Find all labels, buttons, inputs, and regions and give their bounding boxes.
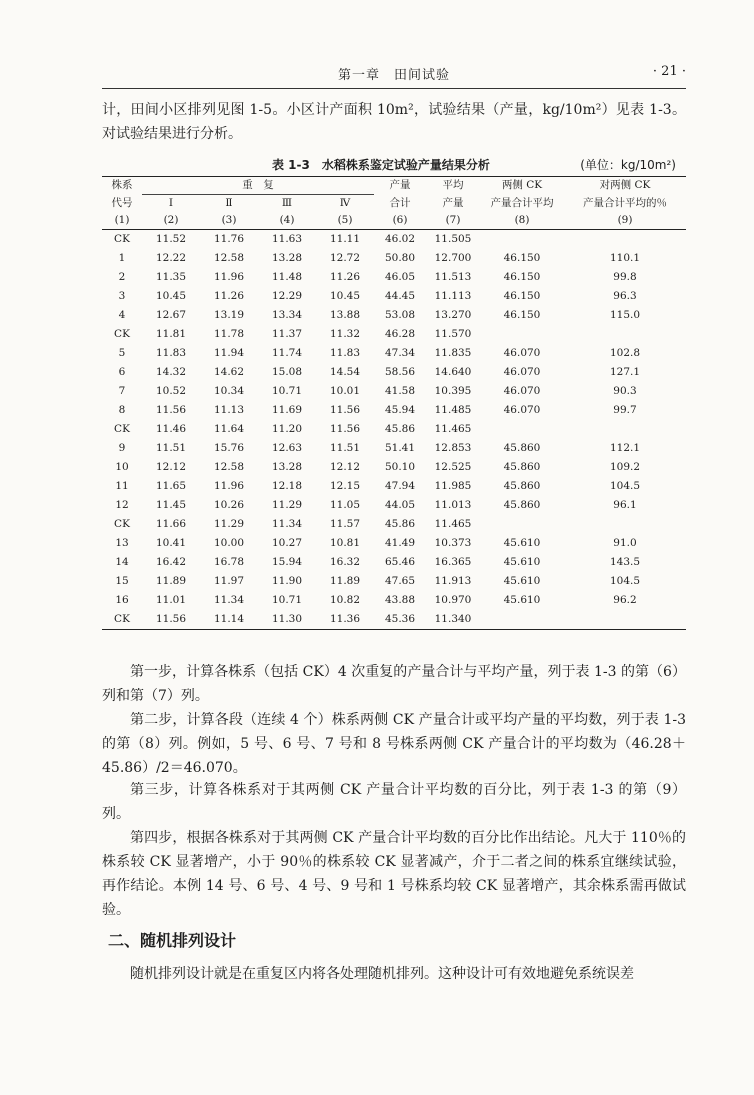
table-cell <box>564 610 686 630</box>
table-cell: 11.56 <box>155 613 187 625</box>
table-cell: 12.12 <box>155 461 187 473</box>
header-rep-4: Ⅳ <box>339 197 351 209</box>
header-pct-1: 对两侧 CK <box>599 179 651 192</box>
table-row <box>102 515 686 534</box>
table-cell: 46.070 <box>503 385 541 397</box>
table-cell: 13.88 <box>329 309 361 321</box>
table-cell: 11.89 <box>155 575 187 587</box>
table-cell: 2 <box>118 271 126 283</box>
header-ck-2: 产量合计平均 <box>490 196 554 209</box>
table-cell: 11.14 <box>213 613 245 625</box>
table-cell: 96.3 <box>613 290 637 302</box>
table-cell: 11.66 <box>155 518 187 530</box>
table-cell: 11.83 <box>155 347 187 359</box>
table-cell: 143.5 <box>609 556 641 568</box>
table-cell: 10.00 <box>213 537 245 549</box>
header-pct-2: 产量合计平均的％ <box>583 196 667 209</box>
table-cell: 10.26 <box>213 499 245 511</box>
table-cell: 10.45 <box>329 290 361 302</box>
table-cell: 46.02 <box>384 233 416 245</box>
table-cell: 14.54 <box>329 366 361 378</box>
table-row <box>102 610 686 630</box>
chapter-title: 第一章 田间试验 <box>337 68 450 83</box>
header-replication: 重 复 <box>142 177 374 195</box>
table-cell: 11.505 <box>434 233 472 245</box>
table-cell: 43.88 <box>384 594 416 606</box>
table-cell: 11.485 <box>434 404 472 416</box>
table-cell: 45.610 <box>503 575 541 587</box>
table-cell: 12.525 <box>434 461 472 473</box>
table-cell: 50.10 <box>384 461 416 473</box>
table-cell: 11.64 <box>213 423 245 435</box>
header-num-5: (5) <box>316 212 374 230</box>
table-cell: 13.270 <box>434 309 472 321</box>
step-1-paragraph: 第一步，计算各株系（包括 CK）4 次重复的产量合计与平均产量，列于表 1-3 的第（6）列和第（7）列。 <box>102 664 686 704</box>
header-num-9: (9) <box>564 212 686 230</box>
table-cell: 47.34 <box>384 347 416 359</box>
table-cell: 9 <box>118 442 126 454</box>
table-cell: 45.94 <box>384 404 416 416</box>
table-cell: 102.8 <box>609 347 641 359</box>
table-cell: 16.78 <box>213 556 245 568</box>
section-heading: 二、随机排列设计 <box>108 931 237 950</box>
header-total-1: 产量 <box>389 179 411 192</box>
table-cell: 45.86 <box>384 423 416 435</box>
table-cell: 51.41 <box>384 442 416 454</box>
table-cell: 11.30 <box>271 613 303 625</box>
header-mean-1: 平均 <box>442 179 464 192</box>
table-row <box>102 268 686 287</box>
table-cell: 127.1 <box>609 366 641 378</box>
header-num-4: (4) <box>258 212 316 230</box>
table-cell: 11.56 <box>155 404 187 416</box>
table-cell: 11.97 <box>213 575 245 587</box>
table-cell: 109.2 <box>609 461 641 473</box>
table-cell: 99.8 <box>613 271 637 283</box>
table-cell: 46.150 <box>503 309 541 321</box>
table-cell: 110.1 <box>609 252 641 264</box>
running-header <box>102 58 686 89</box>
table-caption <box>102 153 686 175</box>
table-cell: 46.150 <box>503 290 541 302</box>
table-cell: 11.96 <box>213 271 245 283</box>
table-cell: 11.96 <box>213 480 245 492</box>
header-rep-3: Ⅲ <box>281 197 293 209</box>
table-cell: 15 <box>115 575 129 587</box>
table-row <box>102 401 686 420</box>
table-cell: 11.48 <box>271 271 303 283</box>
header-num-3: (3) <box>200 212 258 230</box>
table-cell: 15.08 <box>271 366 303 378</box>
table-cell: 11.20 <box>271 423 303 435</box>
table-cell: 115.0 <box>609 309 641 321</box>
table-cell: 10.970 <box>434 594 472 606</box>
table-cell: 45.860 <box>503 442 541 454</box>
table-row <box>102 325 686 344</box>
table-cell: 65.46 <box>384 556 416 568</box>
table-row <box>102 591 686 610</box>
table-cell: 11.34 <box>213 594 245 606</box>
table-cell: 11.45 <box>155 499 187 511</box>
table-cell: 11.35 <box>155 271 187 283</box>
table-cell: 46.150 <box>503 271 541 283</box>
table-cell: 10.71 <box>271 385 303 397</box>
table-row <box>102 230 686 250</box>
table-header <box>102 177 686 230</box>
table-cell: 90.3 <box>613 385 637 397</box>
table-cell: 11.01 <box>155 594 187 606</box>
table-cell: 11.05 <box>329 499 361 511</box>
table-cell: 11.985 <box>434 480 472 492</box>
table-cell: 16 <box>115 594 129 606</box>
table-row <box>102 553 686 572</box>
table-cell: 11.83 <box>329 347 361 359</box>
table-cell: 41.49 <box>384 537 416 549</box>
table-cell: 14.62 <box>213 366 245 378</box>
table-cell: 12.58 <box>213 252 245 264</box>
table-row <box>102 572 686 591</box>
header-ck-1: 两侧 CK <box>501 179 543 192</box>
step-3-paragraph: 第三步，计算各株系对于其两侧 CK 产量合计平均数的百分比，列于表 1-3 的第（9）列。 <box>102 782 686 822</box>
header-num-7: (7) <box>426 212 480 230</box>
table-cell: 16.32 <box>329 556 361 568</box>
header-num-1: (1) <box>102 212 142 230</box>
table-cell: 10.27 <box>271 537 303 549</box>
table-cell: 11.63 <box>271 233 303 245</box>
table-cell: 12.700 <box>434 252 472 264</box>
table-row <box>102 344 686 363</box>
table-cell: 8 <box>118 404 126 416</box>
table-row <box>102 382 686 401</box>
table-cell: 11.90 <box>271 575 303 587</box>
yield-table <box>102 176 686 630</box>
table-cell <box>564 515 686 534</box>
table-cell: 11.89 <box>329 575 361 587</box>
table-cell: 50.80 <box>384 252 416 264</box>
table-cell: 15.76 <box>213 442 245 454</box>
table-cell: 10 <box>115 461 129 473</box>
table-cell: 12.58 <box>213 461 245 473</box>
table-cell: 12.12 <box>329 461 361 473</box>
table-row <box>102 534 686 553</box>
header-rep-2: Ⅱ <box>225 197 233 209</box>
table-cell: 45.860 <box>503 480 541 492</box>
table-cell: 99.7 <box>613 404 637 416</box>
table-cell <box>480 610 564 630</box>
header-code-2: 代号 <box>111 196 133 209</box>
table-cell: 10.45 <box>155 290 187 302</box>
table-cell: 11.51 <box>329 442 361 454</box>
table-cell: 46.05 <box>384 271 416 283</box>
table-cell: 11.81 <box>155 328 187 340</box>
table-cell: 12.29 <box>271 290 303 302</box>
table-cell: 12.63 <box>271 442 303 454</box>
table-cell: 10.01 <box>329 385 361 397</box>
table-row <box>102 249 686 268</box>
table-cell: 46.070 <box>503 366 541 378</box>
table-cell: 12.72 <box>329 252 361 264</box>
table-row <box>102 420 686 439</box>
table-cell: 10.373 <box>434 537 472 549</box>
table-cell: 11.76 <box>213 233 245 245</box>
table-cell: 45.860 <box>503 499 541 511</box>
intro-paragraph: 计，田间小区排列见图 1-5。小区计产面积 10m²，试验结果（产量，kg/10m²）见表 1-3。对试验结果进行分析。 <box>102 102 686 142</box>
table-cell: 15.94 <box>271 556 303 568</box>
header-rep-1: Ⅰ <box>168 197 174 209</box>
table-cell: 47.94 <box>384 480 416 492</box>
table-cell: 46.150 <box>503 252 541 264</box>
table-cell: 11.65 <box>155 480 187 492</box>
page-number: · 21 · <box>652 64 686 79</box>
table-cell: 11.57 <box>329 518 361 530</box>
table-cell: 11.32 <box>329 328 361 340</box>
table-cell: 11.465 <box>434 423 472 435</box>
table-cell: 45.36 <box>384 613 416 625</box>
table-cell: 10.395 <box>434 385 472 397</box>
table-cell: 11.74 <box>271 347 303 359</box>
table-cell: 91.0 <box>613 537 637 549</box>
table-cell: 7 <box>118 385 126 397</box>
table-row <box>102 439 686 458</box>
table-cell: 14.640 <box>434 366 472 378</box>
table-cell: 11.34 <box>271 518 303 530</box>
table-cell <box>564 230 686 250</box>
table-row <box>102 363 686 382</box>
table-cell: CK <box>114 518 130 530</box>
table-cell <box>564 420 686 439</box>
table-cell: 10.82 <box>329 594 361 606</box>
step-2-paragraph: 第二步，计算各段（连续 4 个）株系两侧 CK 产量合计或平均产量的平均数，列于表 1-3 的第（8）列。例如，5 号、6 号、7 号和 8 号株系两侧 CK 产量合计的平均数为（46.28＋45.86）/2＝46.070。 <box>102 712 686 776</box>
table-cell: 11.513 <box>434 271 472 283</box>
table-cell: 12.22 <box>155 252 187 264</box>
table-cell: 112.1 <box>609 442 641 454</box>
table-row <box>102 458 686 477</box>
table-cell: 47.65 <box>384 575 416 587</box>
table-cell: 45.610 <box>503 556 541 568</box>
table-cell: CK <box>114 328 130 340</box>
table-cell: 12.67 <box>155 309 187 321</box>
table-cell: 14.32 <box>155 366 187 378</box>
table-cell: 104.5 <box>609 480 641 492</box>
table-cell: 11.94 <box>213 347 245 359</box>
table-row <box>102 306 686 325</box>
table-cell: 11.835 <box>434 347 472 359</box>
table-cell: 5 <box>118 347 126 359</box>
table-cell: 11.37 <box>271 328 303 340</box>
table-row <box>102 496 686 515</box>
table-cell: 3 <box>118 290 126 302</box>
table-cell: 11.340 <box>434 613 472 625</box>
table-cell: 10.41 <box>155 537 187 549</box>
table-cell: 45.610 <box>503 537 541 549</box>
table-cell <box>480 230 564 250</box>
table-cell: 96.2 <box>613 594 637 606</box>
table-cell: 46.28 <box>384 328 416 340</box>
table-cell: 13.19 <box>213 309 245 321</box>
table-cell: 11 <box>115 480 129 492</box>
table-cell: 53.08 <box>384 309 416 321</box>
table-cell: 1 <box>118 252 126 264</box>
table-cell: 11.26 <box>329 271 361 283</box>
header-total-2: 合计 <box>389 196 411 209</box>
header-num-8: (8) <box>480 212 564 230</box>
table-cell: 10.34 <box>213 385 245 397</box>
table-cell: 11.465 <box>434 518 472 530</box>
table-cell: 12.18 <box>271 480 303 492</box>
table-cell: 12 <box>115 499 129 511</box>
table-cell: 11.56 <box>329 404 361 416</box>
table-cell: 11.56 <box>329 423 361 435</box>
step-4-paragraph: 第四步，根据各株系对于其两侧 CK 产量合计平均数的百分比作出结论。凡大于 110％的株系较 CK 显著增产，小于 90％的株系较 CK 显著减产，介于二者之间的株系宜继续试验，再作结论。本例 14 号、6 号、4 号、9 号和 1 号株系均较 CK 显著增产，其余株系需再做试验。 <box>102 830 686 918</box>
table-row <box>102 287 686 306</box>
table-cell: 16.42 <box>155 556 187 568</box>
table-cell: 45.610 <box>503 594 541 606</box>
table-cell: CK <box>114 233 130 245</box>
table-cell: 11.29 <box>271 499 303 511</box>
header-code-1: 株系 <box>111 179 133 192</box>
table-cell: 46.070 <box>503 347 541 359</box>
table-cell: 41.58 <box>384 385 416 397</box>
closing-paragraph: 随机排列设计就是在重复区内将各处理随机排列。这种设计可有效地避免系统误差 <box>130 966 634 982</box>
table-cell: 11.113 <box>434 290 472 302</box>
table-cell: 16.365 <box>434 556 472 568</box>
table-cell: 11.570 <box>434 328 472 340</box>
table-row <box>102 477 686 496</box>
table-body <box>102 230 686 630</box>
table-cell: CK <box>114 613 130 625</box>
table-cell: 12.15 <box>329 480 361 492</box>
table-cell: 11.29 <box>213 518 245 530</box>
table-cell <box>564 325 686 344</box>
table-cell: 10.71 <box>271 594 303 606</box>
table-cell: 13 <box>115 537 129 549</box>
table-cell: 12.853 <box>434 442 472 454</box>
table-cell: 45.860 <box>503 461 541 473</box>
table-cell: 11.52 <box>155 233 187 245</box>
table-cell: 4 <box>118 309 126 321</box>
table-cell: 44.05 <box>384 499 416 511</box>
table-cell: CK <box>114 423 130 435</box>
table-cell: 44.45 <box>384 290 416 302</box>
table-cell: 11.36 <box>329 613 361 625</box>
table-cell: 13.28 <box>271 461 303 473</box>
table-cell <box>480 420 564 439</box>
header-mean-2: 产量 <box>442 196 464 209</box>
header-num-2: (2) <box>142 212 200 230</box>
table-cell: 11.46 <box>155 423 187 435</box>
table-cell: 11.69 <box>271 404 303 416</box>
table-cell: 45.86 <box>384 518 416 530</box>
header-num-6: (6) <box>374 212 426 230</box>
table-cell: 58.56 <box>384 366 416 378</box>
table-cell: 11.26 <box>213 290 245 302</box>
table-cell: 104.5 <box>609 575 641 587</box>
table-cell: 11.11 <box>329 233 361 245</box>
table-cell: 46.070 <box>503 404 541 416</box>
table-cell <box>480 515 564 534</box>
table-title: 表 1-3 水稻株系鉴定试验产量结果分析 <box>272 158 490 172</box>
table-cell: 10.52 <box>155 385 187 397</box>
table-cell: 13.28 <box>271 252 303 264</box>
table-cell: 11.78 <box>213 328 245 340</box>
table-cell: 13.34 <box>271 309 303 321</box>
table-cell: 14 <box>115 556 129 568</box>
table-cell: 10.81 <box>329 537 361 549</box>
table-cell <box>480 325 564 344</box>
table-cell: 6 <box>118 366 126 378</box>
table-cell: 11.913 <box>434 575 472 587</box>
table-cell: 11.51 <box>155 442 187 454</box>
table-cell: 96.1 <box>613 499 637 511</box>
table-cell: 11.13 <box>213 404 245 416</box>
table-unit: (单位：kg/10m²) <box>580 158 676 172</box>
table-cell: 11.013 <box>434 499 472 511</box>
